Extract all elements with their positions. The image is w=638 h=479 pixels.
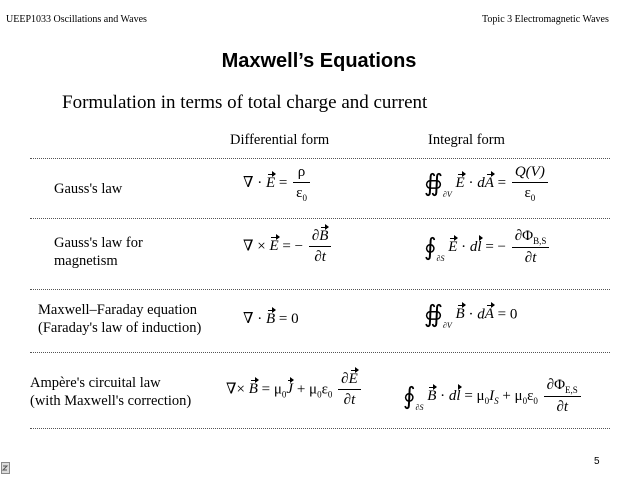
column-differential: Differential form <box>230 132 330 148</box>
page-subtitle: Formulation in terms of total charge and current <box>62 92 428 113</box>
equation-faraday-differential: ∇ · B = 0 <box>243 311 299 327</box>
equation-ampere-differential: ∇× $B = \mu_0J + \mu_0\varepsilon_0$ $\frac{\partial E}{\partial t}$ <box>226 371 363 409</box>
row-divider <box>30 158 610 159</box>
column-integral: Integral form <box>428 132 505 148</box>
equation-faraday-integral: $∯_{\partial V}$ B · dA = 0 <box>424 302 518 330</box>
law-name-faraday: Maxwell–Faraday equation (Faraday's law of induction) <box>38 302 202 336</box>
row-divider <box>30 289 610 290</box>
line-integral-icon: $∮_{\partial S}$ <box>403 383 424 412</box>
row-divider <box>30 218 610 219</box>
equation-gauss-differential: ∇ · E = $\frac{\rho}{\varepsilon_0}$ <box>243 164 312 203</box>
law-name-gauss: Gauss's law <box>54 181 123 197</box>
slide-corner-icon[interactable] <box>1 462 10 474</box>
page-title: Maxwell’s Equations <box>221 50 417 72</box>
surface-integral-icon: $∯_{\partial V}$ <box>424 302 452 330</box>
surface-integral-icon: $∯_{\partial V}$ <box>424 170 452 199</box>
equation-gauss-magnetism-integral: $∮_{\partial S}$ E · dl = − $\frac{\partial\Phi_{B,S}}{\partial t}$ <box>424 228 551 267</box>
page-number: 5 <box>594 456 600 467</box>
row-divider <box>30 428 610 429</box>
equation-ampere-integral: $∮_{\partial S}$ B · dl = $\mu_0I_S + \mu_0\varepsilon_0$ $\frac{\partial\Phi_{E,S}}{\partial t}$ <box>403 377 583 416</box>
header-course: UEEP1033 Oscillations and Waves <box>6 14 147 25</box>
law-name-ampere: Ampère's circuital law (with Maxwell's correction) <box>30 375 192 409</box>
header-topic: Topic 3 Electromagnetic Waves <box>482 14 609 25</box>
equation-gauss-magnetism-differential: ∇ × E = − $\frac{\partial B}{\partial t}$ <box>243 228 333 266</box>
line-integral-icon: $∮_{\partial S}$ <box>424 234 445 263</box>
equation-gauss-integral: $∯_{\partial V}$ E · dA = $\frac{Q(V)}{\varepsilon_0}$ <box>424 164 550 203</box>
row-divider <box>30 352 610 353</box>
law-name-gauss-magnetism: Gauss's law for magnetism <box>54 235 143 269</box>
